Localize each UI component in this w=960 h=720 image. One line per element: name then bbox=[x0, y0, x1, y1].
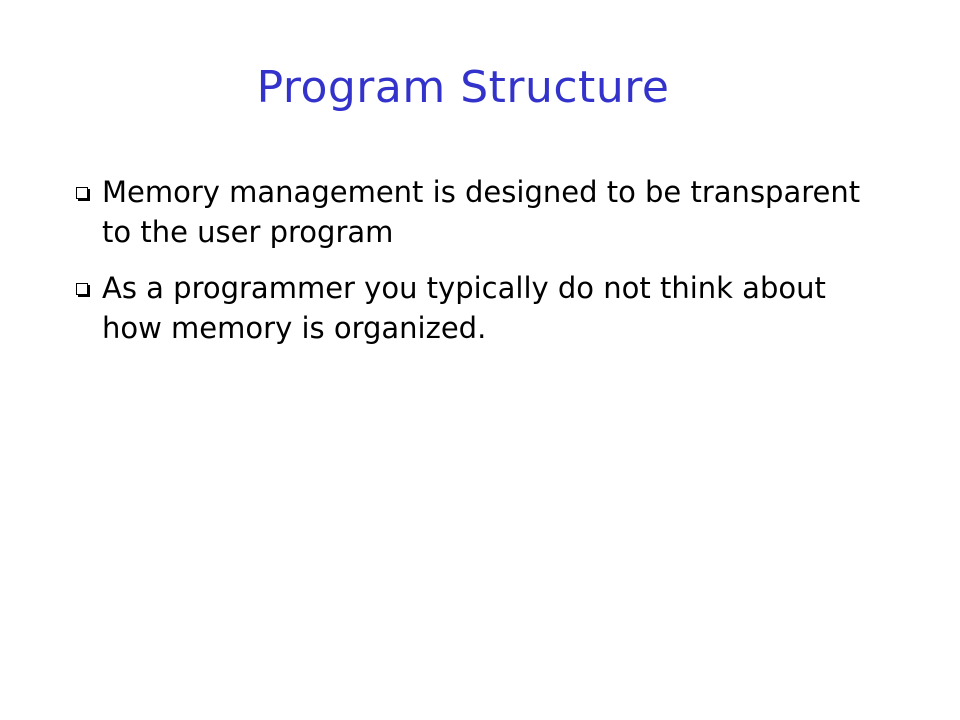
slide-title: Program Structure bbox=[256, 62, 670, 113]
bullet-text: Memory management is designed to be transparent to the user program bbox=[102, 175, 861, 249]
bullet-text: As a programmer you typically do not think about how memory is organized. bbox=[102, 271, 826, 345]
bullet-list bbox=[74, 172, 894, 364]
square-bullet-icon bbox=[76, 283, 88, 295]
square-bullet-icon bbox=[76, 187, 88, 199]
bullet-item bbox=[74, 268, 894, 348]
bullet-item bbox=[74, 172, 894, 252]
